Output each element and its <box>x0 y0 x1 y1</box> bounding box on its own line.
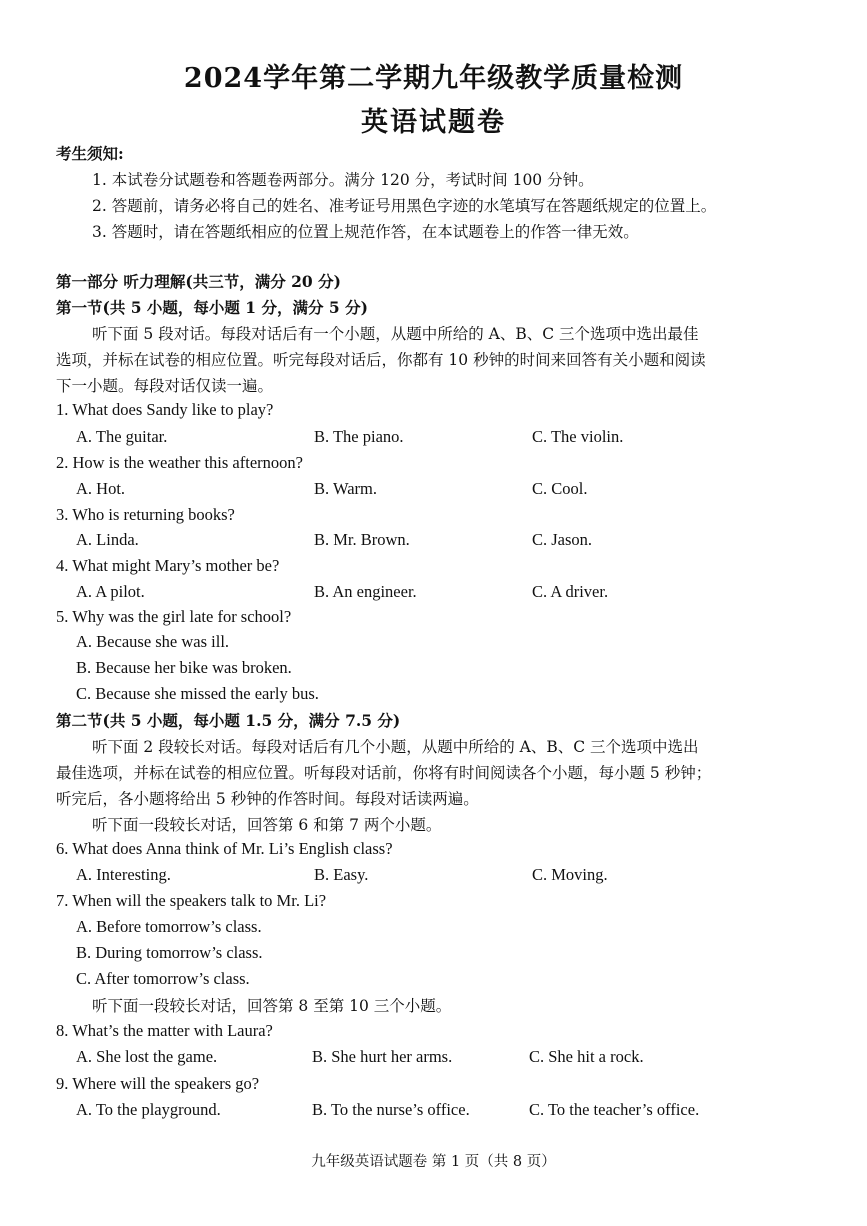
question: 9. Where will the speakers go? <box>56 1074 260 1093</box>
option-b: B. She hurt her arms. <box>312 1047 453 1066</box>
question: 5. Why was the girl late for school? <box>56 607 292 626</box>
notice-item: 3. 答题时，请在答题纸相应的位置上规范作答，在本试题卷上的作答一律无效。 <box>92 223 639 241</box>
option-c: C. To the teacher’s office. <box>529 1100 700 1119</box>
sub-instruction: 听下面一段较长对话，回答第 6 和第 7 两个小题。 <box>92 816 442 834</box>
option-c: C. After tomorrow’s class. <box>76 969 250 988</box>
instruction-line: 下一小题。每段对话仅读一遍。 <box>56 377 274 395</box>
option-c: C. She hit a rock. <box>529 1047 644 1066</box>
sub-instruction: 听下面一段较长对话，回答第 8 至第 10 三个小题。 <box>92 997 452 1015</box>
instruction-line: 听下面 5 段对话。每段对话后有一个小题，从题中所给的 A、B、C 三个选项中选出最佳 <box>92 325 699 343</box>
question: 1. What does Sandy like to play? <box>56 400 274 419</box>
option-a: A. Linda. <box>76 530 139 549</box>
part1-heading: 第一部分 听力理解(共三节，满分 20 分) <box>56 272 341 291</box>
instruction-line: 选项，并标在试卷的相应位置。听完每段对话后，你都有 10 秒钟的时间来回答有关小题和阅读 <box>56 351 706 369</box>
option-c: C. The violin. <box>532 427 624 446</box>
notice-item: 2. 答题前，请务必将自己的姓名、准考证号用黑色字迹的水笔填写在答题纸规定的位置上。 <box>92 197 717 215</box>
option-b: B. To the nurse’s office. <box>312 1100 470 1119</box>
section2-heading: 第二节(共 5 小题，每小题 1.5 分，满分 7.5 分) <box>56 711 401 730</box>
option-a: A. A pilot. <box>76 582 145 601</box>
option-a: A. Hot. <box>76 479 126 498</box>
option-b: B. An engineer. <box>314 582 417 601</box>
section1-heading: 第一节(共 5 小题，每小题 1 分，满分 5 分) <box>56 298 368 317</box>
option-a: A. To the playground. <box>76 1100 221 1119</box>
notice-heading: 考生须知: <box>56 144 124 163</box>
page-subtitle: 英语试题卷 <box>361 107 506 138</box>
page-footer: 九年级英语试题卷 第 1 页（共 8 页） <box>311 1154 556 1170</box>
question: 7. When will the speakers talk to Mr. Li? <box>56 891 327 910</box>
question: 6. What does Anna think of Mr. Li’s English class? <box>56 839 393 858</box>
instruction-line: 听完后，各小题将给出 5 秒钟的作答时间。每段对话读两遍。 <box>56 790 479 808</box>
option-c: C. Jason. <box>532 530 593 549</box>
instruction-line: 最佳选项，并标在试卷的相应位置。听每段对话前，你将有时间阅读各个小题，每小题 5 秒钟； <box>56 764 712 782</box>
question: 3. Who is returning books? <box>56 505 235 524</box>
question: 4. What might Mary’s mother be? <box>56 556 280 575</box>
option-c: C. Moving. <box>532 865 608 884</box>
instruction-line: 听下面 2 段较长对话。每段对话后有几个小题，从题中所给的 A、B、C 三个选项中选出 <box>92 738 699 756</box>
option-c: C. Cool. <box>532 479 588 498</box>
option-b: B. During tomorrow’s class. <box>76 943 263 962</box>
question: 2. How is the weather this afternoon? <box>56 453 303 472</box>
option-b: B. Mr. Brown. <box>314 530 410 549</box>
option-b: B. Because her bike was broken. <box>76 658 292 677</box>
option-a: A. Interesting. <box>76 865 171 884</box>
option-a: A. The guitar. <box>76 427 168 446</box>
option-b: B. Easy. <box>314 865 369 884</box>
notice-item: 1. 本试卷分试题卷和答题卷两部分。满分 120 分，考试时间 100 分钟。 <box>92 171 594 189</box>
option-a: A. Because she was ill. <box>76 632 230 651</box>
page-title: 2024学年第二学期九年级教学质量检测 <box>183 63 684 94</box>
option-b: B. The piano. <box>314 427 404 446</box>
option-a: A. Before tomorrow’s class. <box>76 917 262 936</box>
option-c: C. Because she missed the early bus. <box>76 684 319 703</box>
option-c: C. A driver. <box>532 582 609 601</box>
option-a: A. She lost the game. <box>76 1047 218 1066</box>
question: 8. What’s the matter with Laura? <box>56 1021 273 1040</box>
option-b: B. Warm. <box>314 479 377 498</box>
